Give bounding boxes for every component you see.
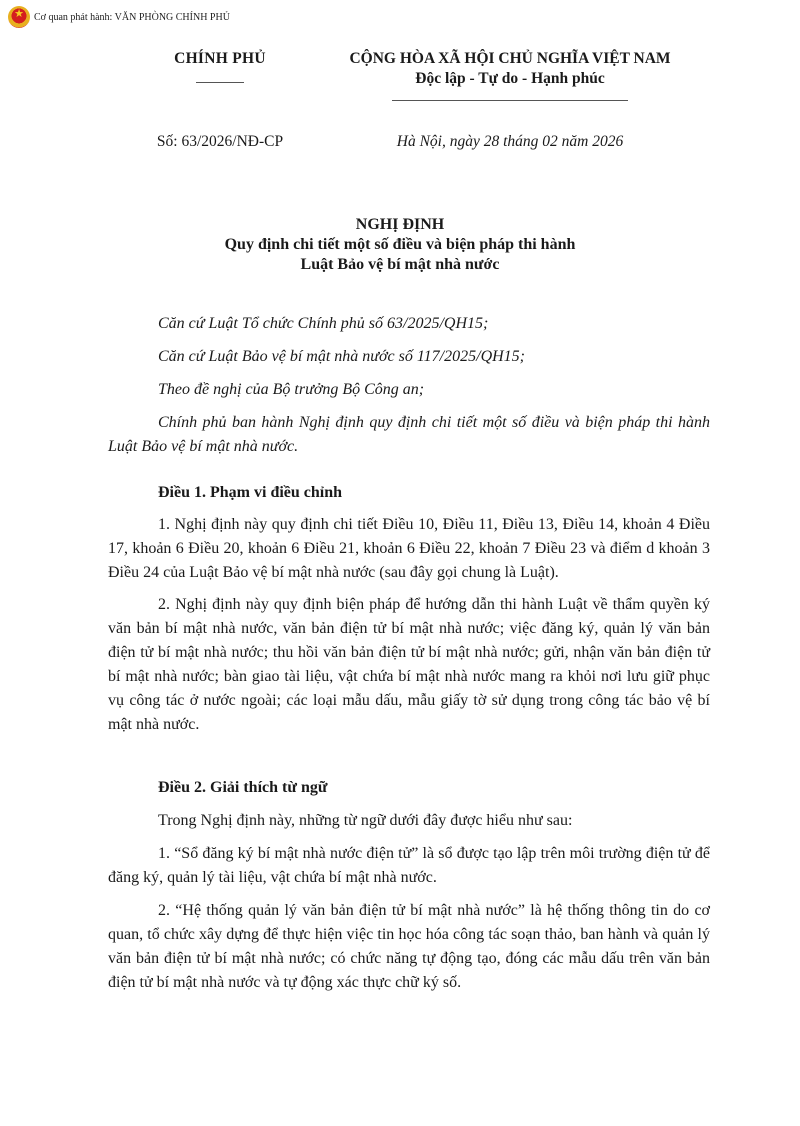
- article-paragraph: 2. “Hệ thống quản lý văn bản điện tử bí mật nhà nước” là hệ thống thông tin do cơ quan, tổ chức xây dựng để thực hiện việc tin học hóa công tác soạn thảo, ban hành và quản lý văn bản điện tử bí mật nhà nước; có chức năng tự động tạo, đóng các mẫu dấu trên văn bản điện tử bí mật nhà nước và tự động xác thực chữ ký số.: [108, 902, 710, 991]
- agency-name: CHÍNH PHỦ: [174, 50, 266, 67]
- article-paragraph: 2. Nghị định này quy định biện pháp để hướng dẫn thi hành Luật về thẩm quyền ký văn bản bí mật nhà nước, văn bản điện tử bí mật nhà nước; việc đăng ký, quản lý văn bản điện tử bí mật nhà nước; thu hồi văn bản điện tử bí mật nhà nước; gửi, nhận văn bản điện tử bí mật nhà nước; bàn giao tài liệu, vật chứa bí mật nhà nước mang ra khỏi nơi lưu giữ phục vụ công tác ở nước ngoài; các loại mẫu dấu, mẫu giấy tờ sử dụng trong công tác bảo vệ bí mật nhà nước.: [108, 596, 710, 733]
- issuer-label: Cơ quan phát hành: VĂN PHÒNG CHÍNH PHỦ: [34, 11, 230, 23]
- preamble: [108, 312, 710, 459]
- preamble-line: Căn cứ Luật Tổ chức Chính phủ số 63/2025/QH15;: [158, 315, 489, 332]
- title-line-2: Luật Bảo vệ bí mật nhà nước: [300, 256, 500, 273]
- article-paragraph: 1. Nghị định này quy định chi tiết Điều 10, Điều 11, Điều 13, Điều 14, khoản 4 Điều 17, khoản 6 Điều 20, khoản 6 Điều 21, khoản 6 Điều 22, khoản 7 Điều 23 và điểm d khoản 3 Điều 24 của Luật Bảo vệ bí mật nhà nước (sau đây gọi chung là Luật).: [108, 516, 710, 581]
- article-paragraph: 1. “Sổ đăng ký bí mật nhà nước điện tử” là sổ được tạo lập trên môi trường điện tử để đăng ký, quản lý tài liệu, vật chứa bí mật nhà nước.: [108, 845, 710, 886]
- national-emblem-icon: [8, 6, 30, 28]
- preamble-line: Chính phủ ban hành Nghị định quy định chi tiết một số điều và biện pháp thi hành Luật Bảo vệ bí mật nhà nước.: [108, 414, 710, 455]
- national-header: [310, 50, 710, 101]
- document-number: Số: 63/2026/NĐ-CP: [156, 133, 284, 150]
- preamble-line: Theo đề nghị của Bộ trưởng Bộ Công an;: [158, 381, 425, 398]
- national-motto: Độc lập - Tự do - Hạnh phúc: [415, 70, 605, 87]
- nation-name: CỘNG HÒA XÃ HỘI CHỦ NGHĨA VIỆT NAM: [349, 50, 671, 67]
- agency-header: [140, 50, 300, 83]
- title-line-1: Quy định chi tiết một số điều và biện pháp thi hành: [224, 236, 576, 253]
- article-paragraph: Trong Nghị định này, những từ ngữ dưới đây được hiểu như sau:: [158, 812, 573, 829]
- issuer-bar: [8, 6, 230, 28]
- article-1: [108, 481, 710, 737]
- document-title: [0, 215, 800, 275]
- article-2: [108, 776, 710, 995]
- preamble-line: Căn cứ Luật Bảo vệ bí mật nhà nước số 117/2025/QH15;: [158, 348, 525, 365]
- article-heading: Điều 2. Giải thích từ ngữ: [158, 779, 328, 796]
- document-type: NGHỊ ĐỊNH: [355, 216, 445, 233]
- agency-divider: [196, 82, 244, 83]
- article-heading: Điều 1. Phạm vi điều chỉnh: [158, 484, 343, 501]
- place-date: Hà Nội, ngày 28 tháng 02 năm 2026: [396, 133, 624, 150]
- motto-divider: [392, 100, 628, 101]
